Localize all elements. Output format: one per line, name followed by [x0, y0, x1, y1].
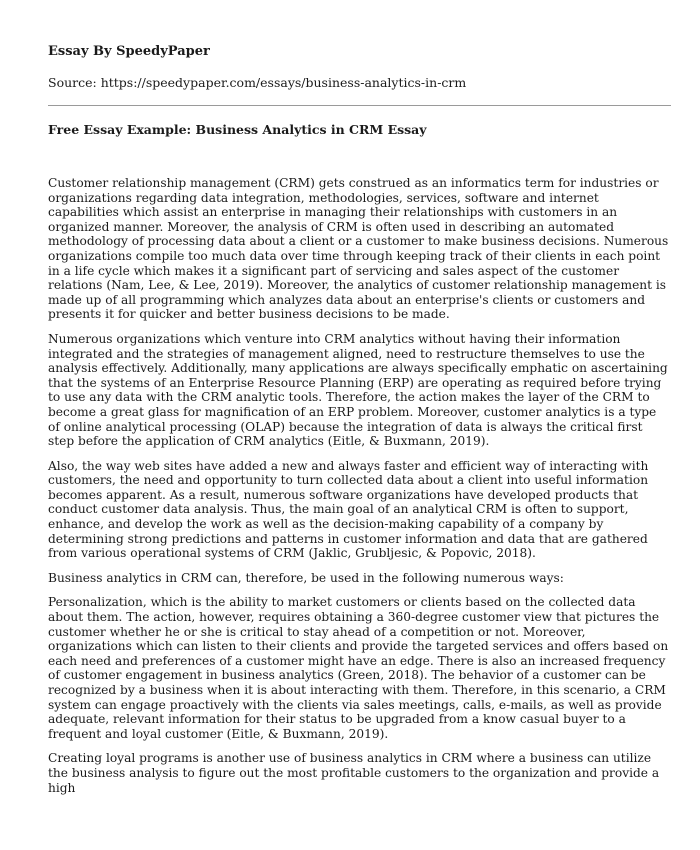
essay-author-heading: Essay By SpeedyPaper — [48, 44, 210, 59]
paragraph: Numerous organizations which venture into CRM analytics without having their information integrated and the strategies of management aligned, need to restructure themselves to use the analysis effectively. Additionally, many applications are always specifically emphatic on ascertaining that the systems of an Enterprise Resource Planning (ERP) are operating as required before trying to use any data with the CRM analytic tools. Therefore, the action makes the layer of the CRM to become a great glass for magnification of an ERP problem. Moreover, customer analytics is a type of online analytical processing (OLAP) because the integration of data is always the critical first step before the application of CRM analytics (Eitle, & Buxmann, 2019). — [48, 331, 668, 449]
header-divider — [48, 105, 671, 106]
paragraph: Customer relationship management (CRM) gets construed as an informatics term for industries or organizations regarding data integration, methodologies, services, software and internet capabilities which assist an enterprise in managing their relationships with customers in an organized manner. Moreover, the analysis of CRM is often used in describing an automated methodology of processing data about a client or a customer to make business decisions. Numerous organizations compile too much data over time through keeping track of their clients in each point in a life cycle which makes it a significant part of servicing and sales aspect of the customer relations (Nam, Lee, & Lee, 2019). Moreover, the analytics of customer relationship management is made up of all programming which analyzes data about an enterprise's clients or customers and presents it for quicker and better business decisions to be made. — [48, 176, 669, 322]
source-line: Source: https://speedypaper.com/essays/business-analytics-in-crm — [48, 75, 467, 90]
paragraph: Personalization, which is the ability to market customers or clients based on the collected data about them. The action, however, requires obtaining a 360-degree customer view that pictures the customer whether he or she is critical to stay ahead of a competition or not. Moreover, organizations which can listen to their clients and provide the targeted services and offers based on each need and preferences of a customer might have an edge. There is also an increased frequency of customer engagement in business analytics (Green, 2018). The behavior of a customer can be recognized by a business when it is about interacting with them. Therefore, in this scenario, a CRM system can engage proactively with the clients via sales meetings, calls, e-mails, as well as provide adequate, relevant information for their status to be upgraded from a know casual buyer to a frequent and loyal customer (Eitle, & Buxmann, 2019). — [48, 595, 669, 741]
essay-body — [48, 176, 671, 795]
paragraph: Also, the way web sites have added a new and always faster and efficient way of interacting with customers, the need and opportunity to turn collected data about a client into useful information becomes apparent. As a result, numerous software organizations have developed products that conduct customer data analysis. Thus, the main goal of an analytical CRM is often to support, enhance, and develop the work as well as the decision-making capability of a company by determining strong predictions and patterns in customer information and data that are gathered from various operational systems of CRM (Jaklic, Grubljesic, & Popovic, 2018). — [48, 458, 649, 561]
essay-title: Free Essay Example: Business Analytics in CRM Essay — [48, 122, 427, 137]
paragraph: Creating loyal programs is another use of business analytics in CRM where a business can utilize the business analysis to figure out the most profitable customers to the organization and provide a high — [48, 751, 660, 795]
paragraph: Business analytics in CRM can, therefore, be used in the following numerous ways: — [48, 570, 564, 585]
